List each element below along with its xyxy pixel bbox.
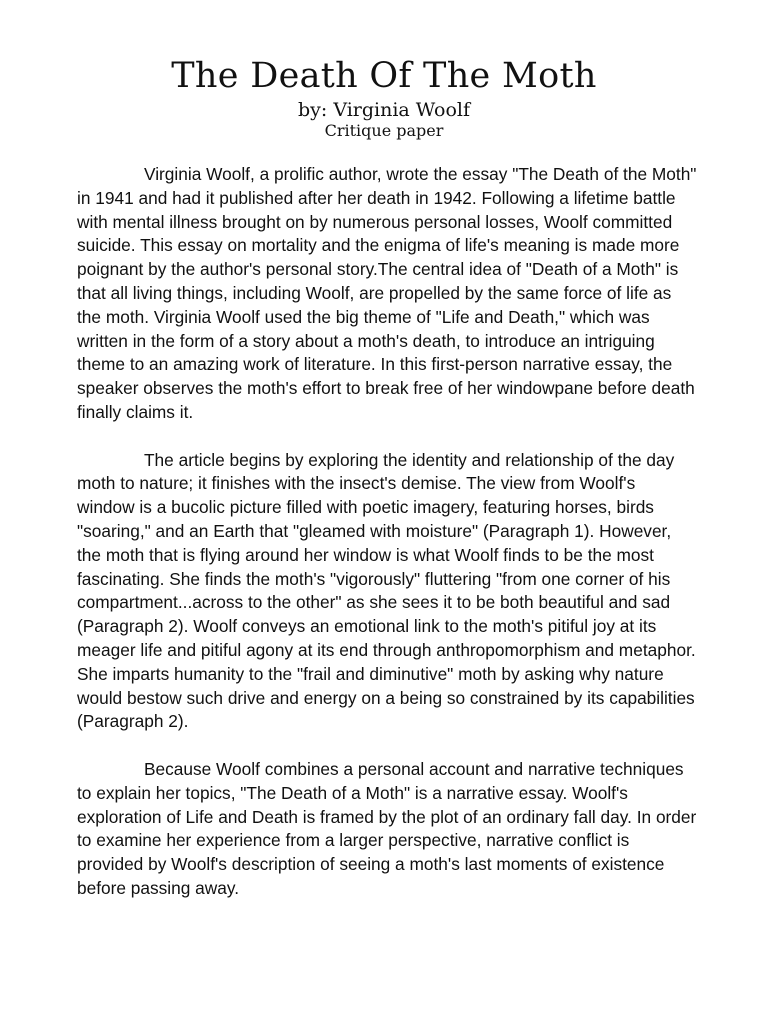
body-paragraph-1: Virginia Woolf, a prolific author, wrote the essay "The Death of the Moth" in 1941 and had it published after her death in 1942. Following a lifetime battle with mental illness brought on by numerous personal losses, Woolf committed suicide. This essay on mortality and the enigma of life's meaning is made more poignant by the author's personal story.The central idea of "Death of a Moth" is that all living things, including Woolf, are propelled by the same force of life as the moth. Virginia Woolf used the big theme of "Life and Death," which was written in the form of a story about a moth's death, to introduce an intriguing theme to an amazing work of literature. In this first-person narrative essay, the speaker observes the moth's effort to break free of her windowpane before death finally claims it. (77, 164, 697, 422)
body-paragraph-3: Because Woolf combines a personal account and narrative techniques to explain her topics, "The Death of a Moth" is a narrative essay. Woolf's exploration of Life and Death is framed by the plot of an ordinary fall day. In order to examine her experience from a larger perspective, narrative conflict is provided by Woolf's description of seeing a moth's last moments of existence before passing away. (77, 758, 697, 898)
author-byline: by: Virginia Woolf (297, 99, 471, 121)
document-title: The Death Of The Moth (171, 56, 597, 96)
document-body (77, 163, 697, 925)
body-paragraph-2: The article begins by exploring the identity and relationship of the day moth to nature; it finishes with the insect's demise. The view from Woolf's window is a bucolic picture filled with poetic imagery, featuring horses, birds "soaring," and an Earth that "gleamed with moisture" (Paragraph 1). However, the moth that is flying around her window is what Woolf finds to be the most fascinating. She finds the moth's "vigorously" fluttering "from one corner of his compartment...across to the other" as she sees it to be both beautiful and sad (Paragraph 2). Woolf conveys an emotional link to the moth's pitiful joy at its meager life and pitiful agony at its end through anthropomorphism and metaphor. She imparts humanity to the "frail and diminutive" moth by asking why nature would bestow such drive and energy on a being so constrained by its capabilities (Paragraph 2). (77, 449, 696, 732)
document-subtitle: Critique paper (324, 121, 444, 140)
